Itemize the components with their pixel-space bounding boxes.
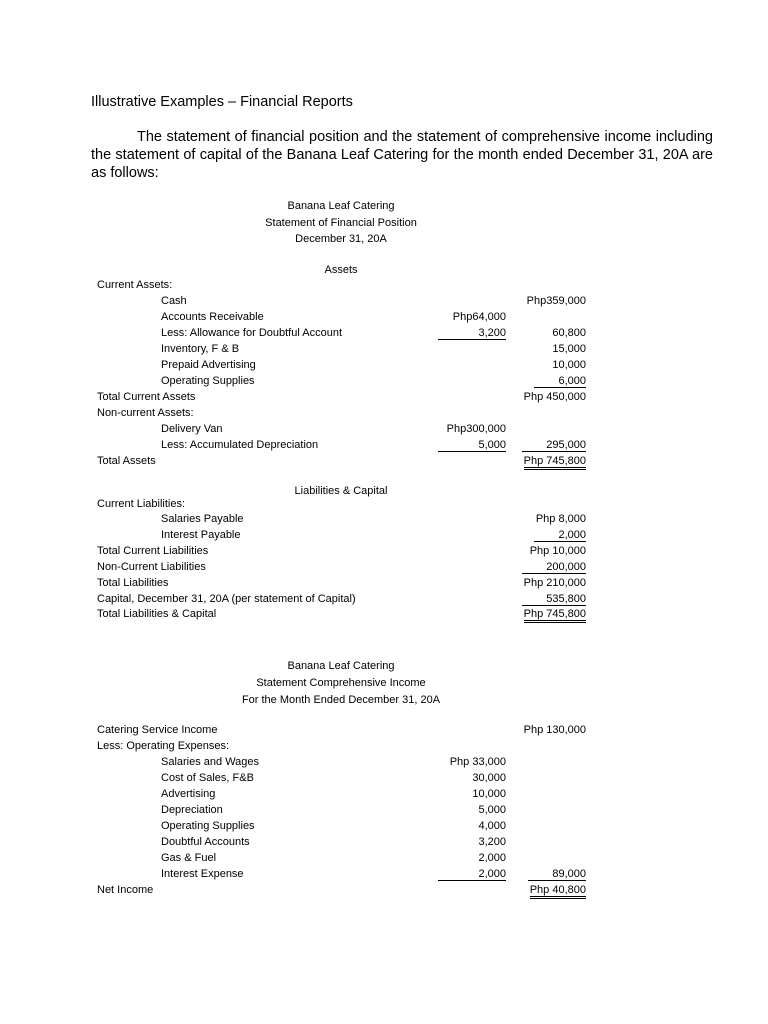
salaries-payable-label: Salaries Payable [161, 513, 244, 525]
expense-row [0, 836, 768, 852]
ar-row [0, 311, 768, 327]
prepaid-amount: 10,000 [552, 359, 586, 371]
expense-row [0, 852, 768, 868]
prepaid-row [0, 359, 768, 375]
total-expenses-amount: 89,000 [528, 868, 586, 881]
total-current-liab-label: Total Current Liabilities [97, 545, 209, 557]
supplies-label: Operating Supplies [161, 375, 255, 387]
allowance-label: Less: Allowance for Doubtful Account [161, 327, 342, 339]
current-liab-row [0, 498, 768, 514]
total-liab-cap-label: Total Liabilities & Capital [97, 608, 217, 620]
total-current-assets-row [0, 391, 768, 407]
interest-payable-row [0, 529, 768, 545]
expense-amount: 2,000 [438, 868, 506, 881]
total-current-assets-amount: Php 450,000 [523, 391, 586, 403]
expense-amount: 3,200 [478, 836, 506, 848]
sci-period: For the Month Ended December 31, 20A [241, 694, 441, 706]
sfp-company: Banana Leaf Catering [287, 200, 395, 212]
ar-label: Accounts Receivable [161, 311, 264, 323]
total-liab-cap-row [0, 608, 768, 624]
supplies-amount: 6,000 [534, 375, 586, 388]
van-amount: Php300,000 [446, 423, 506, 435]
expense-label: Cost of Sales, F&B [161, 772, 254, 784]
total-current-liab-row [0, 545, 768, 561]
total-liab-row [0, 577, 768, 593]
intro-paragraph [91, 128, 713, 182]
capital-row [0, 593, 768, 609]
expense-label: Salaries and Wages [161, 756, 260, 768]
expense-row [0, 756, 768, 772]
van-net-amount: 295,000 [522, 439, 586, 452]
salaries-payable-row [0, 513, 768, 529]
van-row [0, 423, 768, 439]
income-label: Catering Service Income [97, 724, 218, 736]
expense-amount: 2,000 [478, 852, 506, 864]
capital-amount: 535,800 [522, 593, 586, 606]
expense-amount: 30,000 [472, 772, 506, 784]
inventory-amount: 15,000 [552, 343, 586, 355]
expense-label: Gas & Fuel [161, 852, 217, 864]
expense-label: Interest Expense [161, 868, 244, 880]
expense-amount: Php 33,000 [449, 756, 506, 768]
cash-label: Cash [161, 295, 187, 307]
inventory-row [0, 343, 768, 359]
expense-row [0, 804, 768, 820]
ar-amount: Php64,000 [452, 311, 506, 323]
total-current-liab-amount: Php 10,000 [529, 545, 586, 557]
intro-text: The statement of financial position and the statement of comprehensive income including the statement of capital of the Banana Leaf Catering for the month ended December 31, 20A are as follows: [91, 129, 713, 181]
total-current-assets-label: Total Current Assets [97, 391, 196, 403]
supplies-row [0, 375, 768, 391]
expense-label: Operating Supplies [161, 820, 255, 832]
net-income-amount: Php 40,800 [530, 884, 586, 899]
van-label: Delivery Van [161, 423, 223, 435]
expense-label: Advertising [161, 788, 216, 800]
total-liab-amount: Php 210,000 [523, 577, 586, 589]
interest-payable-label: Interest Payable [161, 529, 241, 541]
allowance-row [0, 327, 768, 343]
total-liab-cap-amount: Php 745,800 [524, 608, 586, 623]
page-heading: Illustrative Examples – Financial Reports [91, 94, 353, 110]
current-assets-row [0, 279, 768, 295]
total-assets-row [0, 455, 768, 471]
accum-dep-label: Less: Accumulated Depreciation [161, 439, 319, 451]
expense-row [0, 788, 768, 804]
less-opex-label: Less: Operating Expenses: [97, 740, 230, 752]
total-assets-amount: Php 745,800 [524, 455, 586, 470]
accum-dep-row [0, 439, 768, 455]
noncurrent-liab-label: Non-Current Liabilities [97, 561, 206, 573]
liabilities-heading: Liabilities & Capital [294, 485, 388, 497]
expense-row [0, 820, 768, 836]
expense-amount: 4,000 [478, 820, 506, 832]
ar-net-amount: 60,800 [552, 327, 586, 339]
sci-company: Banana Leaf Catering [287, 660, 395, 672]
salaries-payable-amount: Php 8,000 [535, 513, 586, 525]
noncurrent-assets-label: Non-current Assets: [97, 407, 194, 419]
capital-label: Capital, December 31, 20A (per statement of Capital) [97, 593, 356, 605]
net-income-row [0, 884, 768, 900]
accum-dep-amount: 5,000 [438, 439, 506, 452]
assets-heading: Assets [324, 264, 358, 276]
income-row [0, 724, 768, 740]
current-assets-label: Current Assets: [97, 279, 173, 291]
total-assets-label: Total Assets [97, 455, 156, 467]
expense-label: Doubtful Accounts [161, 836, 250, 848]
prepaid-label: Prepaid Advertising [161, 359, 256, 371]
expense-row [0, 772, 768, 788]
allowance-amount: 3,200 [438, 327, 506, 340]
interest-payable-amount: 2,000 [534, 529, 586, 542]
expense-label: Depreciation [161, 804, 223, 816]
noncurrent-assets-row [0, 407, 768, 423]
total-liab-label: Total Liabilities [97, 577, 169, 589]
sfp-date: December 31, 20A [295, 233, 387, 245]
noncurrent-liab-row [0, 561, 768, 577]
current-liab-label: Current Liabilities: [97, 498, 186, 510]
noncurrent-liab-amount: 200,000 [522, 561, 586, 574]
expense-amount: 5,000 [478, 804, 506, 816]
income-amount: Php 130,000 [523, 724, 586, 736]
expense-row [0, 868, 768, 884]
cash-amount: Php359,000 [526, 295, 586, 307]
sfp-title: Statement of Financial Position [265, 217, 417, 229]
cash-row [0, 295, 768, 311]
sci-title: Statement Comprehensive Income [256, 677, 426, 689]
expense-amount: 10,000 [472, 788, 506, 800]
net-income-label: Net Income [97, 884, 154, 896]
inventory-label: Inventory, F & B [161, 343, 240, 355]
less-opex-row [0, 740, 768, 756]
